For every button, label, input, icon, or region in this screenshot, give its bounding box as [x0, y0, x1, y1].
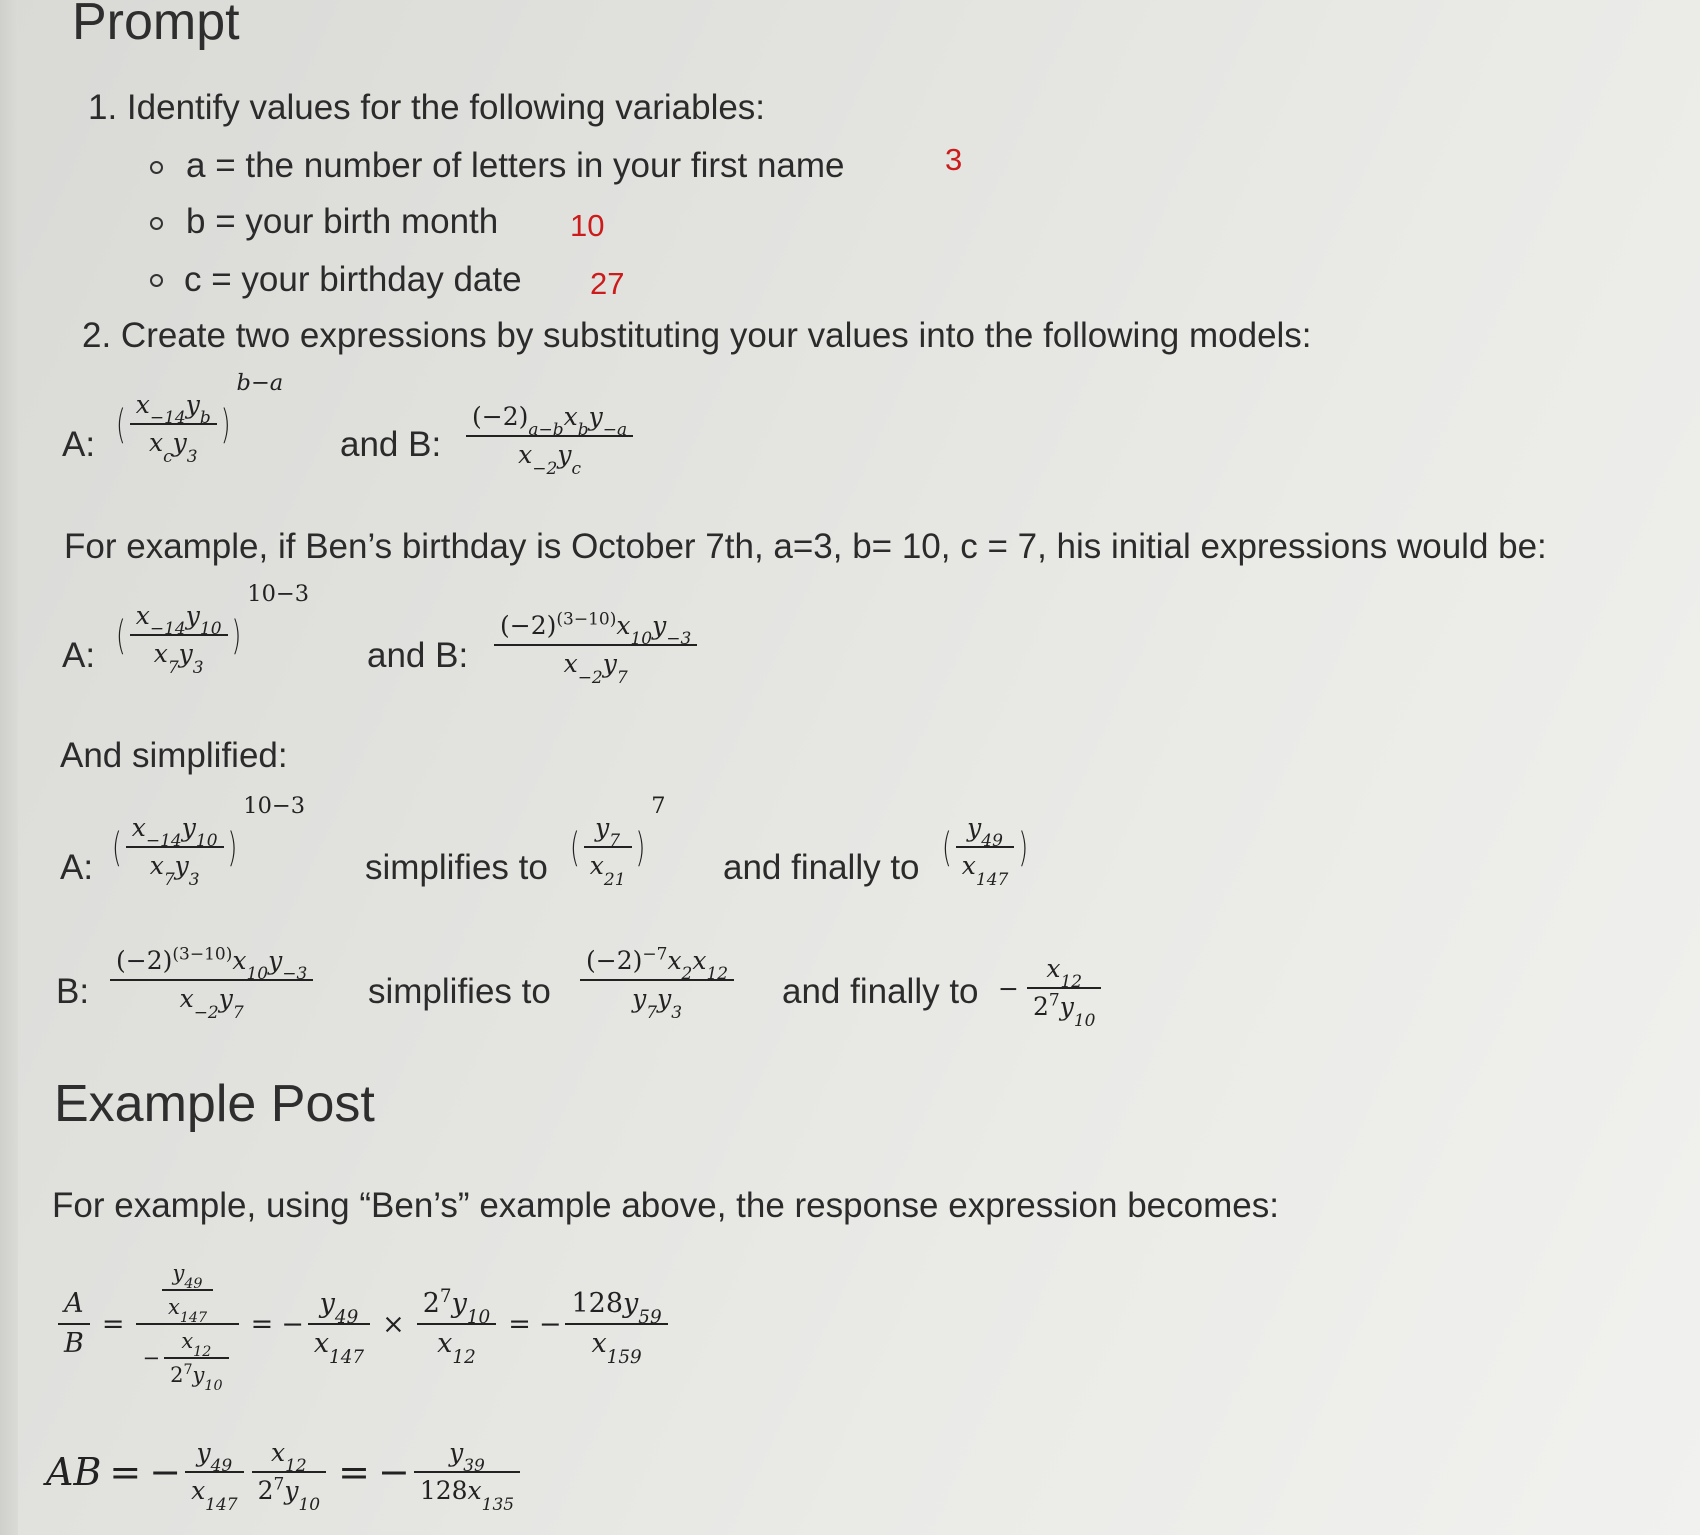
bullet-b-text: b = your birth month — [186, 202, 499, 241]
simpl-b-middle: $(-2)^{-7}$ x 2 x 12 y 7 y 3 — [576, 948, 738, 1013]
bullet-a-text: a = the number of letters in your first name — [186, 146, 845, 185]
ben-b-expression: $(-2)^{(3-10)}$ x 10 y −3 x −2 y 7 — [490, 613, 701, 678]
simpl-b-final: − x 12 $2^7$ y 10 — [998, 956, 1105, 1021]
step-2-text: 2. Create two expressions by substituting your values into the following models: — [82, 316, 1312, 355]
answer-b: 10 — [570, 208, 605, 243]
step-1-text: 1. Identify values for the following variables: — [88, 88, 766, 127]
prompt-heading: Prompt — [72, 0, 240, 51]
a-times-b-equation: AB = − y 49 x 147 x 12 $2^7$ y 10 = − y 39 128 x 135 — [46, 1440, 524, 1505]
simpl-a-final: ( y 49 x 147 ) — [942, 813, 1029, 890]
simplified-label: And simplified: — [60, 736, 288, 775]
bullet-icon — [150, 274, 163, 287]
ben-a-expression: ( x −14 y 10 x 7 y 3 ) 10−3 — [116, 581, 310, 678]
simpl-b-start: $(-2)^{(3-10)}$ x 10 y −3 x −2 y 7 — [106, 948, 317, 1013]
bullet-c-text: c = your birthday date — [184, 260, 522, 299]
example-post-heading: Example Post — [54, 1075, 375, 1133]
model-a-expression: ( x −14 y b x c y 3 ) b−a — [116, 370, 284, 467]
bullet-icon — [150, 161, 163, 174]
model-a-exponent: b−a — [236, 370, 284, 396]
simpl-b-label: B: — [56, 972, 90, 1011]
model-and-b-label: and B: — [340, 425, 442, 464]
simpl-a-start: ( x −14 y 10 x 7 y 3 ) 10−3 — [112, 793, 306, 890]
and-finally-to-b: and finally to — [782, 972, 979, 1011]
answer-c: 27 — [590, 266, 625, 301]
answer-a: 3 — [945, 142, 963, 177]
ben-a-exponent: 10−3 — [247, 581, 310, 607]
simpl-a-label: A: — [60, 848, 94, 887]
simpl-a-middle-exponent: 7 — [651, 793, 666, 819]
simplifies-to-b: simplifies to — [368, 972, 551, 1011]
model-b-expression: (−2) a−b x b y −a x −2 y c — [462, 404, 637, 469]
simpl-a-middle: ( y 7 x 21 ) 7 — [570, 793, 666, 890]
simplifies-to-a: simplifies to — [365, 848, 548, 887]
model-a-label: A: — [62, 425, 96, 464]
example-text: For example, if Ben’s birthday is October 7th, a=3, b= 10, c = 7, his initial expressions would be: — [64, 527, 1547, 566]
a-over-b-equation: $\frac{A}{B}$ = y 49 x 147 − x 12 $2^7$ y 10 = − y 49 x 147 × $2^7$ y 10 x 12 = − 128 y 59 x 159 — [54, 1262, 672, 1386]
ben-and-b-label: and B: — [367, 636, 469, 675]
simpl-a-exponent: 10−3 — [243, 793, 306, 819]
bullet-icon — [150, 217, 163, 230]
ben-a-label: A: — [62, 636, 96, 675]
response-text: For example, using “Ben’s” example above, the response expression becomes: — [52, 1186, 1279, 1225]
and-finally-to-a: and finally to — [723, 848, 920, 887]
